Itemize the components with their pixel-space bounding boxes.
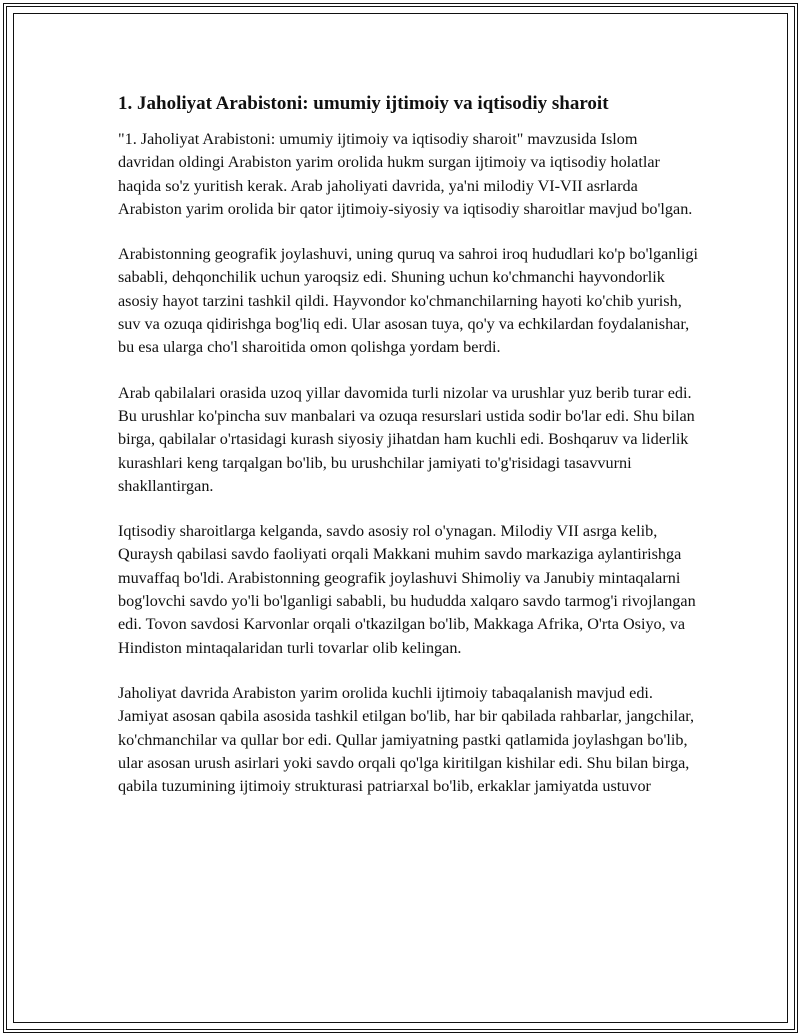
paragraph-1: "1. Jaholiyat Arabistoni: umumiy ijtimoiy va iqtisodiy sharoit" mavzusida Islom davridan oldingi Arabiston yarim orolida hukm surgan ijtimoiy va iqtisodiy holatlar haqida so'z yuritish kerak. Arab jaholiyati davrida, ya'ni milodiy VI-VII asrlarda Arabiston yarim orolida bir qator ijtimoiy-siyosiy va iqtisodiy sharoitlar mavjud bo'lgan. <box>118 130 693 218</box>
paragraph-4: Iqtisodiy sharoitlarga kelganda, savdo asosiy rol o'ynagan. Milodiy VII asrga kelib, Quraysh qabilasi savdo faoliyati orqali Makkani muhim savdo markaziga aylantirishga muvaffaq bo'ldi. Arabistonning geografik joylashuvi Shimoliy va Janubiy mintaqalarni bog'lovchi savdo yo'li bo'lganligi sababli, bu hududda xalqaro savdo tarmog'i rivojlangan edi. Tovon savdosi Karvonlar orqali o'tkazilgan bo'lib, Makkaga Afrika, O'rta Osiyo, va Hindiston mintaqalaridan turli tovarlar olib kelingan. <box>118 522 696 657</box>
section-heading: 1. Jaholiyat Arabistoni: umumiy ijtimoiy va iqtisodiy sharoit <box>118 93 609 114</box>
document-body <box>118 92 698 820</box>
paragraph-2: Arabistonning geografik joylashuvi, uning quruq va sahroi iroq hududlari ko'p bo'lganligi sababli, dehqonchilik uchun yaroqsiz edi. Shuning uchun ko'chmanchi hayvondorlik asosiy hayot tarzini tashkil qildi. Hayvondor ko'chmanchilarning hayoti ko'chib yurish, suv va ozuqa qidirishga bog'liq edi. Ular asosan tuya, qo'y va echkilardan foydalanishar, bu esa ularga cho'l sharoitida omon qolishga yordam berdi. <box>118 245 698 357</box>
paragraph-3: Arab qabilalari orasida uzoq yillar davomida turli nizolar va urushlar yuz berib turar edi. Bu urushlar ko'pincha suv manbalari va ozuqa resurslari ustida sodir bo'lar edi. Shu bilan birga, qabilalar o'rtasidagi kurash siyosiy jihatdan ham kuchli edi. Boshqaruv va liderlik kurashlari keng tarqalgan bo'lib, bu urushchilar jamiyati to'g'risidagi tasavvurni shakllantirgan. <box>118 383 695 495</box>
paragraph-5: Jaholiyat davrida Arabiston yarim orolida kuchli ijtimoiy tabaqalanish mavjud edi. Jamiyat asosan qabila asosida tashkil etilgan bo'lib, har bir qabilada rahbarlar, jangchilar, ko'chmanchilar va qullar bor edi. Qullar jamiyatning pastki qatlamida joylashgan bo'lib, ular asosan urush asirlari yoki savdo orqali qo'lga kiritilgan kishilar edi. Shu bilan birga, qabila tuzumining ijtimoiy strukturasi patriarxal bo'lib, erkaklar jamiyatda ustuvor <box>118 683 695 796</box>
